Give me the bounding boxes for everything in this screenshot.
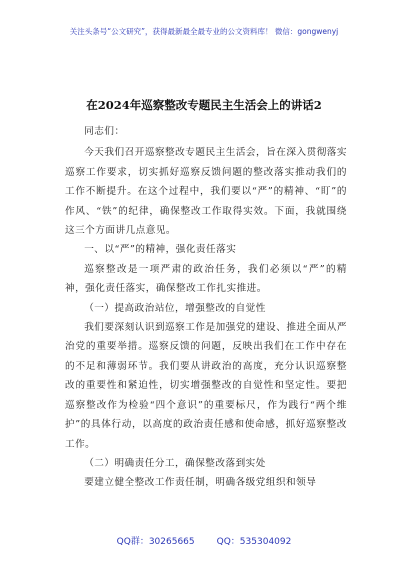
paragraph-intro: 今天我们召开巡察整改专题民主生活会，旨在深入贯彻落实巡察工作要求，切实抓好巡察反馈问题的整改落实推动我们的工作不断提升。在这个过程中，我们要以“严”的精神、“盯”的作风、“铁”的纪律，确保整改工作取得实效。下面，我就围绕这三个方面讲几点意见。 <box>65 147 347 237</box>
subsection-heading-2: （二）明确责任分工，确保整改落到实处 <box>84 457 266 469</box>
paragraph: 我们要深刻认识到巡察工作是加强党的建设、推进全面从严治党的重要举措。巡察反馈的问题，反映出我们在工作中存在的不足和薄弱环节。我们要从讲政治的高度，充分认识巡察整改的重要性和紧迫性，切实增强整改的自觉性和坚定性。要把巡察整改作为检验“四个意识”的重要标尺，作为践行“两个维护”的具体行动，以高度的政治责任感和使命感，抓好巡察整改工作。 <box>65 322 347 450</box>
footer-qq: QQ：535304092 <box>216 537 292 547</box>
footer-qq-group: QQ群：30265665 <box>116 537 195 547</box>
paragraph: 要建立健全整改工作责任制，明确各级党组织和领导 <box>84 477 317 489</box>
subsection-heading-1: （一）提高政治站位，增强整改的自觉性 <box>84 302 266 314</box>
document-body <box>65 122 347 493</box>
paragraph: 巡察整改是一项严肃的政治任务，我们必须以“严”的精神，强化责任落实，确保整改工作扎实推进。 <box>65 263 347 295</box>
greeting: 同志们： <box>84 126 125 137</box>
top-banner: 关注头条号“公文研究”，获得最新最全最专业的公文资料库！ 微信：gongwenyj <box>69 27 339 36</box>
document-title: 在2024年巡察整改专题民主生活会上的讲话2 <box>86 98 322 112</box>
footer-contact <box>0 534 408 547</box>
section-heading-1: 一、以“严”的精神，强化责任落实 <box>84 244 237 256</box>
